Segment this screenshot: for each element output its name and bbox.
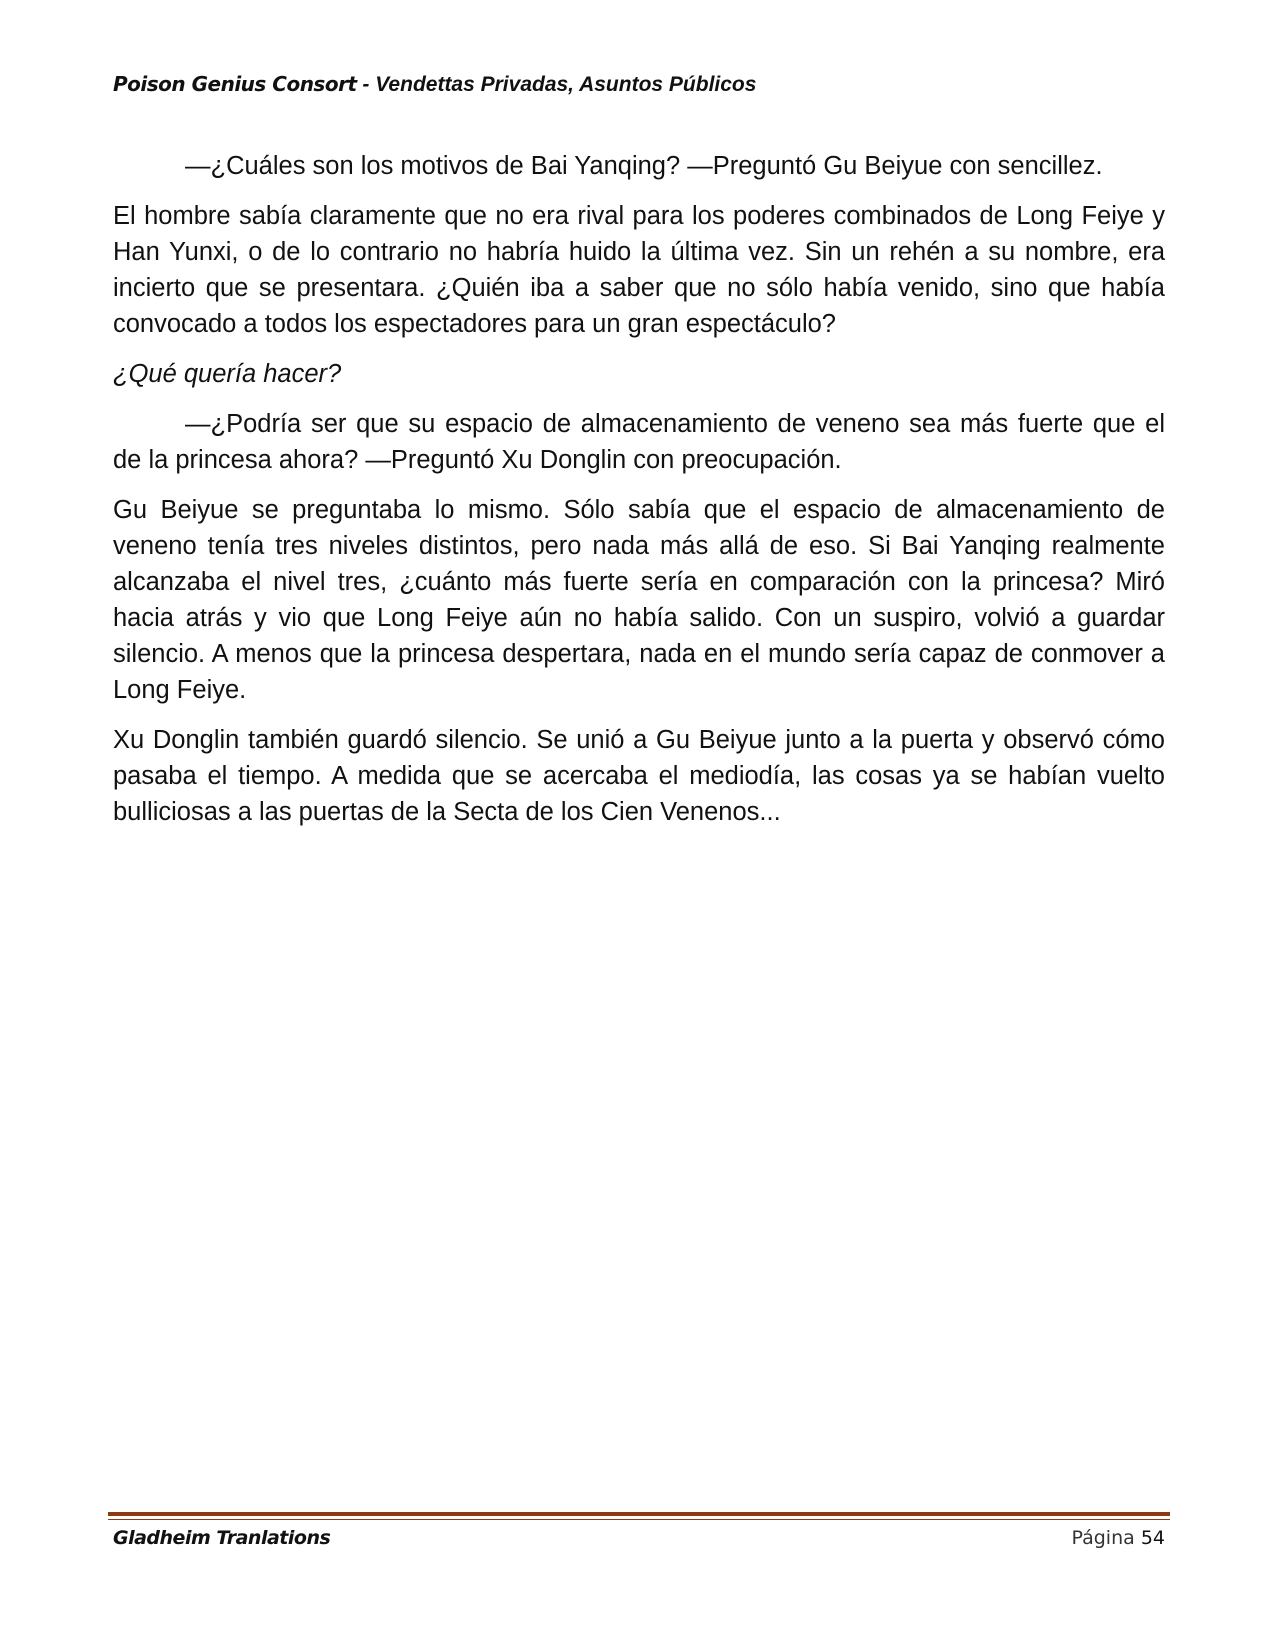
footer-publisher: Gladheim Tranlations: [113, 1527, 331, 1549]
header-separator: -: [362, 73, 370, 96]
chapter-title: Vendettas Privadas, Asuntos Públicos: [375, 73, 757, 96]
paragraph-italic: ¿Qué quería hacer?: [113, 360, 342, 388]
footer-rule: [108, 1512, 1170, 1516]
page-header: [113, 72, 1163, 102]
footer-rule-thin: [108, 1519, 1170, 1520]
page-label: Página: [1071, 1527, 1135, 1549]
paragraph: —¿Podría ser que su espacio de almacenamiento de veneno sea más fuerte que el de la princesa ahora? —Preguntó Xu Donglin con preocupación.: [113, 410, 1165, 474]
paragraph: Xu Donglin también guardó silencio. Se unió a Gu Beiyue junto a la puerta y observó cómo pasaba el tiempo. A medida que se acercaba el mediodía, las cosas ya se habían vuelto bulliciosas a las puertas de la Secta de los Cien Venenos...: [113, 726, 1165, 826]
page-number: 54: [1140, 1527, 1165, 1549]
paragraph: El hombre sabía claramente que no era rival para los poderes combinados de Long Feiye y Han Yunxi, o de lo contrario no habría huido la última vez. Sin un rehén a su nombre, era incierto que se presentara. ¿Quién iba a saber que no sólo había venido, sino que había convocado a todos los espectadores para un gran espectáculo?: [113, 202, 1165, 338]
paragraph: Gu Beiyue se preguntaba lo mismo. Sólo sabía que el espacio de almacenamiento de veneno tenía tres niveles distintos, pero nada más allá de eso. Si Bai Yanqing realmente alcanzaba el nivel tres, ¿cuánto más fuerte sería en comparación con la princesa? Miró hacia atrás y vio que Long Feiye aún no había salido. Con un suspiro, volvió a guardar silencio. A menos que la princesa despertara, nada en el mundo sería capaz de conmover a Long Feiye.: [113, 496, 1165, 704]
page-body: [113, 148, 1165, 844]
book-title: Poison Genius Consort: [113, 72, 357, 96]
paragraph: —¿Cuáles son los motivos de Bai Yanqing? —Preguntó Gu Beiyue con sencillez.: [185, 152, 1103, 180]
footer-page: [1071, 1527, 1165, 1549]
